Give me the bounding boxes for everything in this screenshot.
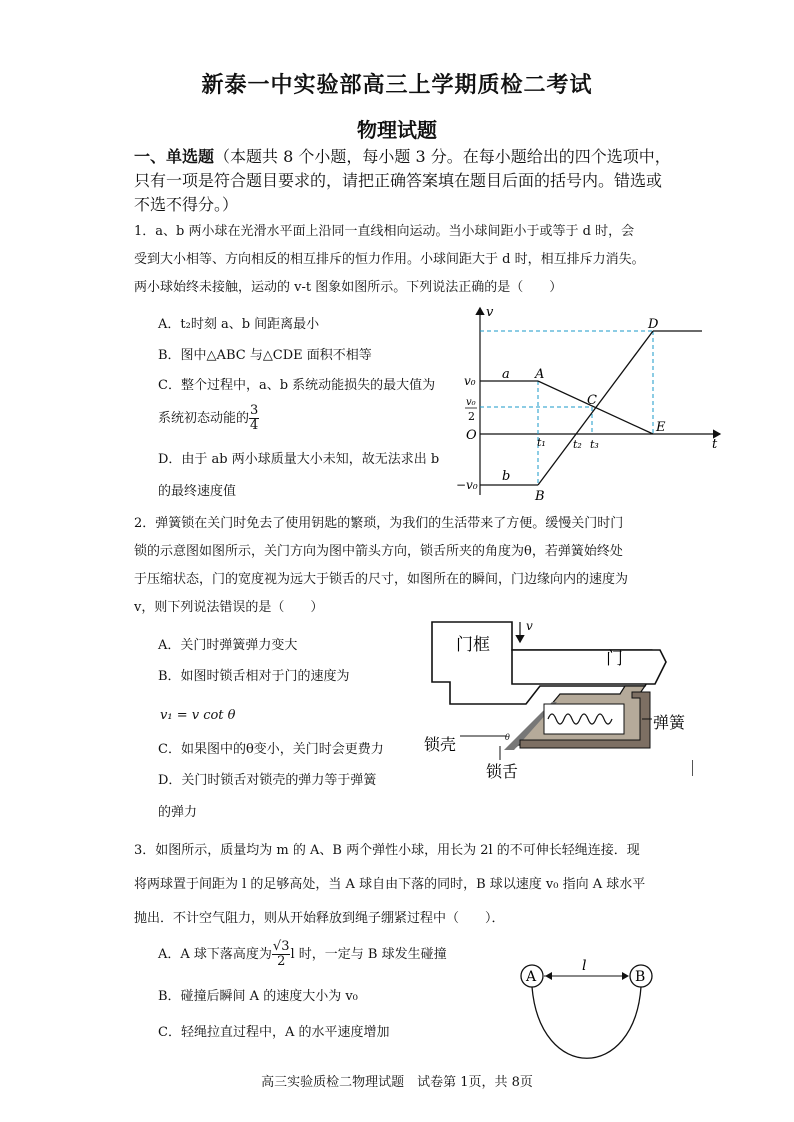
q2-line2: 锁的示意图如图所示，关门方向为图中箭头方向，锁舌所夹的角度为θ，若弹簧始终处 — [134, 544, 623, 559]
q1-stem — [134, 218, 674, 302]
q2-stem — [134, 510, 674, 622]
label-v: v — [486, 305, 494, 320]
q1-option-c1: C．整个过程中，a、b 系统动能损失的最大值为 — [158, 378, 436, 393]
q2-line4: v，则下列说法错误的是（ ） — [134, 600, 324, 615]
label-half-den: 2 — [468, 410, 475, 423]
q3-stem — [134, 834, 674, 936]
exam-subtitle: 物理试题 — [357, 118, 437, 142]
label-theta: θ — [505, 733, 510, 742]
q3-line3: 抛出．不计空气阻力，则从开始释放到绳子绷紧过程中（ ）． — [134, 911, 505, 926]
two-balls-figure — [510, 952, 660, 1062]
point-E: E — [656, 420, 666, 435]
q1-option-d1: D．由于 ab 两小球质量大小未知，故无法求出 b — [158, 452, 440, 467]
label-lock-shell: 锁壳 — [424, 735, 457, 754]
q2-option-b-formula: v₁ = v cot θ — [160, 708, 236, 723]
q3-option-a-post: l 时，一定与 B 球发生碰撞 — [290, 947, 447, 962]
label-origin: O — [466, 428, 477, 443]
q3-option-b: B．碰撞后瞬间 A 的速度大小为 v₀ — [158, 989, 358, 1004]
q1-option-b: B．图中△ABC 与△CDE 面积不相等 — [158, 348, 372, 363]
q2-option-c: C．如果图中的θ变小，关门时会更费力 — [158, 742, 384, 757]
tick-t3: t₃ — [590, 438, 599, 451]
q1-option-c2 — [158, 404, 259, 433]
label-door-frame: 门框 — [456, 635, 490, 655]
q2-line1: 2．弹簧锁在关门时免去了使用钥匙的繁琐，为我们的生活带来了方便。缓慢关门时门 — [134, 516, 624, 531]
fraction-root3-over-2: $\frac{√3}{2}$ — [272, 939, 290, 969]
q2-option-d2: 的弹力 — [158, 805, 198, 820]
section-heading: 一、单选题 — [134, 147, 215, 166]
door-shape — [512, 650, 666, 684]
vt-graph — [440, 300, 730, 510]
label-door: 门 — [606, 649, 623, 669]
q3-option-a — [158, 940, 447, 969]
label-a: a — [502, 367, 510, 382]
fraction-three-quarters: $\frac{3}{4}$ — [250, 403, 259, 433]
q2-option-d1: D．关门时锁舌对锁壳的弹力等于弹簧 — [158, 773, 377, 788]
rope-curve — [532, 987, 641, 1058]
point-A: A — [535, 367, 545, 382]
label-velocity: v — [526, 619, 533, 633]
label-ball-a: A — [526, 969, 537, 985]
q2-line3: 于压缩状态，门的宽度视为远大于锁舌的尺寸，如图所在的瞬间，门边缘向内的速度为 — [134, 572, 629, 587]
label-l: l — [582, 958, 587, 974]
q2-option-a: A．关门时弹簧弹力变大 — [158, 638, 298, 653]
point-C: C — [587, 393, 597, 408]
page-footer: 高三实验质检二物理试题 试卷第 1页，共 8页 — [261, 1075, 533, 1090]
label-t: t — [712, 437, 718, 452]
section-1-header — [134, 145, 674, 217]
label-neg-v0: −v₀ — [456, 478, 478, 492]
label-spring: 弹簧 — [653, 713, 686, 732]
label-ball-b: B — [635, 969, 646, 985]
point-B: B — [535, 489, 545, 504]
label-b: b — [502, 469, 511, 484]
label-lock-tongue: 锁舌 — [486, 762, 519, 781]
door-lock-figure — [420, 612, 710, 787]
point-D: D — [648, 317, 659, 332]
q2-option-b: B．如图时锁舌相对于门的速度为 — [158, 669, 350, 684]
tick-t1: t₁ — [537, 436, 546, 449]
label-half-num: v₀ — [466, 397, 476, 408]
exam-title: 新泰一中实验部高三上学期质检二考试 — [201, 73, 593, 98]
line-b-accel — [538, 331, 653, 485]
margin-mark — [692, 760, 693, 776]
q3-option-a-pre: A．A 球下落高度为 — [158, 947, 272, 962]
q1-option-c2-text: 系统初态动能的 — [158, 411, 250, 426]
q1-option-a: A．t₂时刻 a、b 间距离最小 — [158, 317, 320, 332]
q3-option-c: C．轻绳拉直过程中，A 的水平速度增加 — [158, 1025, 390, 1040]
section-instructions: （本题共 8 个小题，每小题 3 分。在每小题给出的四个选项中，只有一项是符合题目要求的，请把正确答案填在题目后面的括号内。错选或不选不得分。） — [134, 147, 671, 214]
label-v0: v₀ — [464, 374, 476, 388]
q1-line1: 1．a、b 两小球在光滑水平面上沿同一直线相向运动。当小球间距小于或等于 d 时，会 — [134, 224, 635, 239]
q1-line2: 受到大小相等、方向相反的相互排斥的恒力作用。小球间距大于 d 时，相互排斥力消失。 — [134, 252, 645, 267]
q3-line1: 3．如图所示，质量均为 m 的 A、B 两个弹性小球，用长为 2l 的不可伸长轻绳连接．现 — [134, 843, 640, 858]
q3-line2: 将两球置于间距为 l 的足够高处，当 A 球自由下落的同时，B 球以速度 v₀ 指向 A 球水平 — [134, 877, 646, 892]
q1-line3: 两小球始终未接触，运动的 v-t 图象如图所示。下列说法正确的是（ ） — [134, 280, 563, 295]
q1-option-d2: 的最终速度值 — [158, 484, 237, 499]
tick-t2: t₂ — [573, 438, 582, 451]
